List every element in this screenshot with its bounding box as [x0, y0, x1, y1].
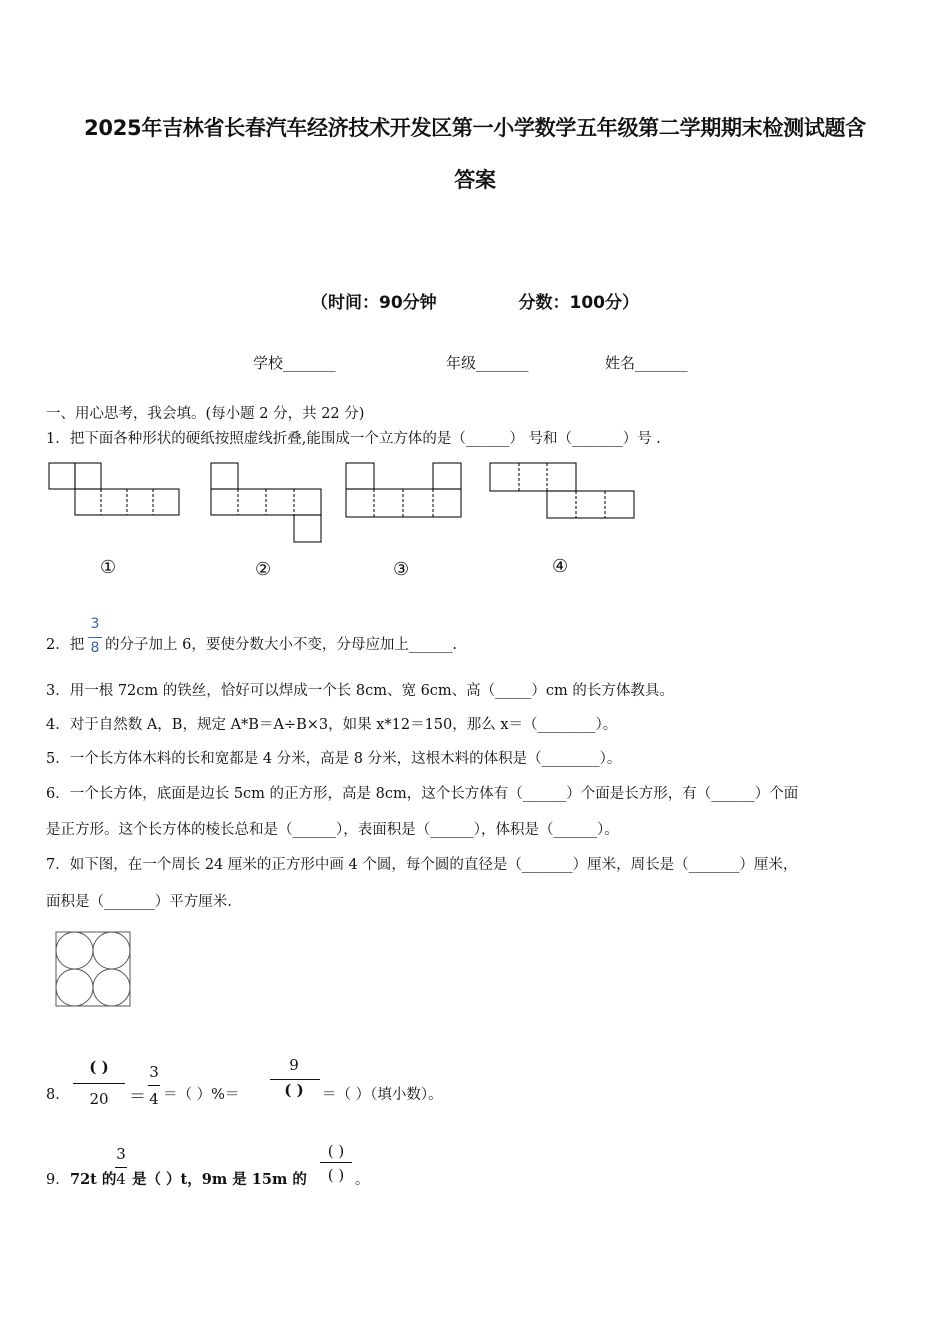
question-7-line1: 7．如下图，在一个周长 24 厘米的正方形中画 4 个圆，每个圆的直径是（_______）厘米，周长是（_______）厘米，	[46, 857, 798, 873]
question-2-suffix: 的分子加上 6，要使分数大小不变，分母应加上______.	[105, 637, 457, 653]
q9-part1: 72t 的	[70, 1171, 117, 1188]
doc-title-line1: 2025年吉林省长春汽车经济技术开发区第一小学数学五年级第二学期期末检测试题含	[84, 116, 866, 140]
q9-f1-bar	[115, 1167, 127, 1168]
q2-numerator: 3	[90, 616, 100, 632]
q8-f1-numerator[interactable]: ( )	[89, 1058, 109, 1076]
grade-field[interactable]: 年级_______	[446, 354, 529, 372]
section-heading: 一、用心思考，我会填。(每小题 2 分，共 22 分)	[46, 406, 365, 422]
q9-part2: 是（ ）t，9m 是 15m 的	[132, 1171, 307, 1188]
net-label-3: ③	[393, 559, 410, 580]
time-info: （时间：90分钟	[310, 293, 437, 313]
q9-f2-bar	[320, 1162, 352, 1163]
name-field[interactable]: 姓名_______	[605, 354, 688, 372]
q9-part3: 。	[355, 1172, 370, 1188]
question-1: 1．把下面各种形状的硬纸按照虚线折叠,能围成一个立方体的是（______） 号和（_______）号 .	[46, 431, 661, 447]
doc-title-line2: 答案	[454, 168, 496, 192]
q8-tail: ＝（ ）（填小数）。	[322, 1087, 443, 1103]
question-6-line1: 6．一个长方体，底面是边长 5cm 的正方形，高是 8cm，这个长方体有（______）个面是长方形，有（______）个面	[46, 786, 799, 802]
question-9-label: 9．	[46, 1172, 70, 1188]
q8-f2-bar	[148, 1085, 160, 1086]
question-4: 4．对于自然数 A，B，规定 A*B＝A÷B×3，如果 x*12＝150，那么 x＝（________）。	[46, 717, 618, 733]
q8-f1-bar	[73, 1083, 125, 1084]
q8-equals-1: ＝	[129, 1087, 146, 1107]
q9-f1-numerator: 3	[116, 1145, 126, 1163]
net-label-2: ②	[255, 559, 272, 580]
question-2-prefix: 2．把	[46, 637, 85, 653]
question-6-line2: 是正方形。这个长方体的棱长总和是（______），表面积是（______），体积是（______）。	[46, 822, 619, 838]
q9-f2-numerator[interactable]: ( )	[327, 1142, 345, 1160]
q8-f3-bar	[270, 1079, 320, 1080]
net-label-1: ①	[100, 557, 117, 578]
q8-f3-numerator: 9	[289, 1056, 299, 1074]
net-label-4: ④	[552, 556, 569, 577]
q8-f3-denominator[interactable]: ( )	[284, 1081, 304, 1099]
q9-f1-denominator: 4	[116, 1170, 126, 1188]
q8-percent-part: ＝（ ）%＝	[163, 1087, 240, 1103]
question-5: 5．一个长方体木料的长和宽都是 4 分米，高是 8 分米，这根木料的体积是（________）。	[46, 751, 622, 767]
q8-f2-numerator: 3	[149, 1063, 159, 1081]
q2-denominator: 8	[90, 640, 100, 656]
q9-f2-denominator[interactable]: ( )	[327, 1166, 345, 1184]
q8-f1-denominator: 20	[89, 1090, 109, 1108]
q8-f2-denominator: 4	[149, 1090, 159, 1108]
school-field[interactable]: 学校_______	[253, 354, 336, 372]
question-7-line2: 面积是（_______）平方厘米.	[46, 894, 232, 910]
score-info: 分数：100分）	[518, 293, 639, 313]
question-3: 3．用一根 72cm 的铁丝，恰好可以焊成一个长 8cm、宽 6cm、高（_____）cm 的长方体教具。	[46, 683, 674, 699]
question-8-label: 8．	[46, 1087, 70, 1103]
